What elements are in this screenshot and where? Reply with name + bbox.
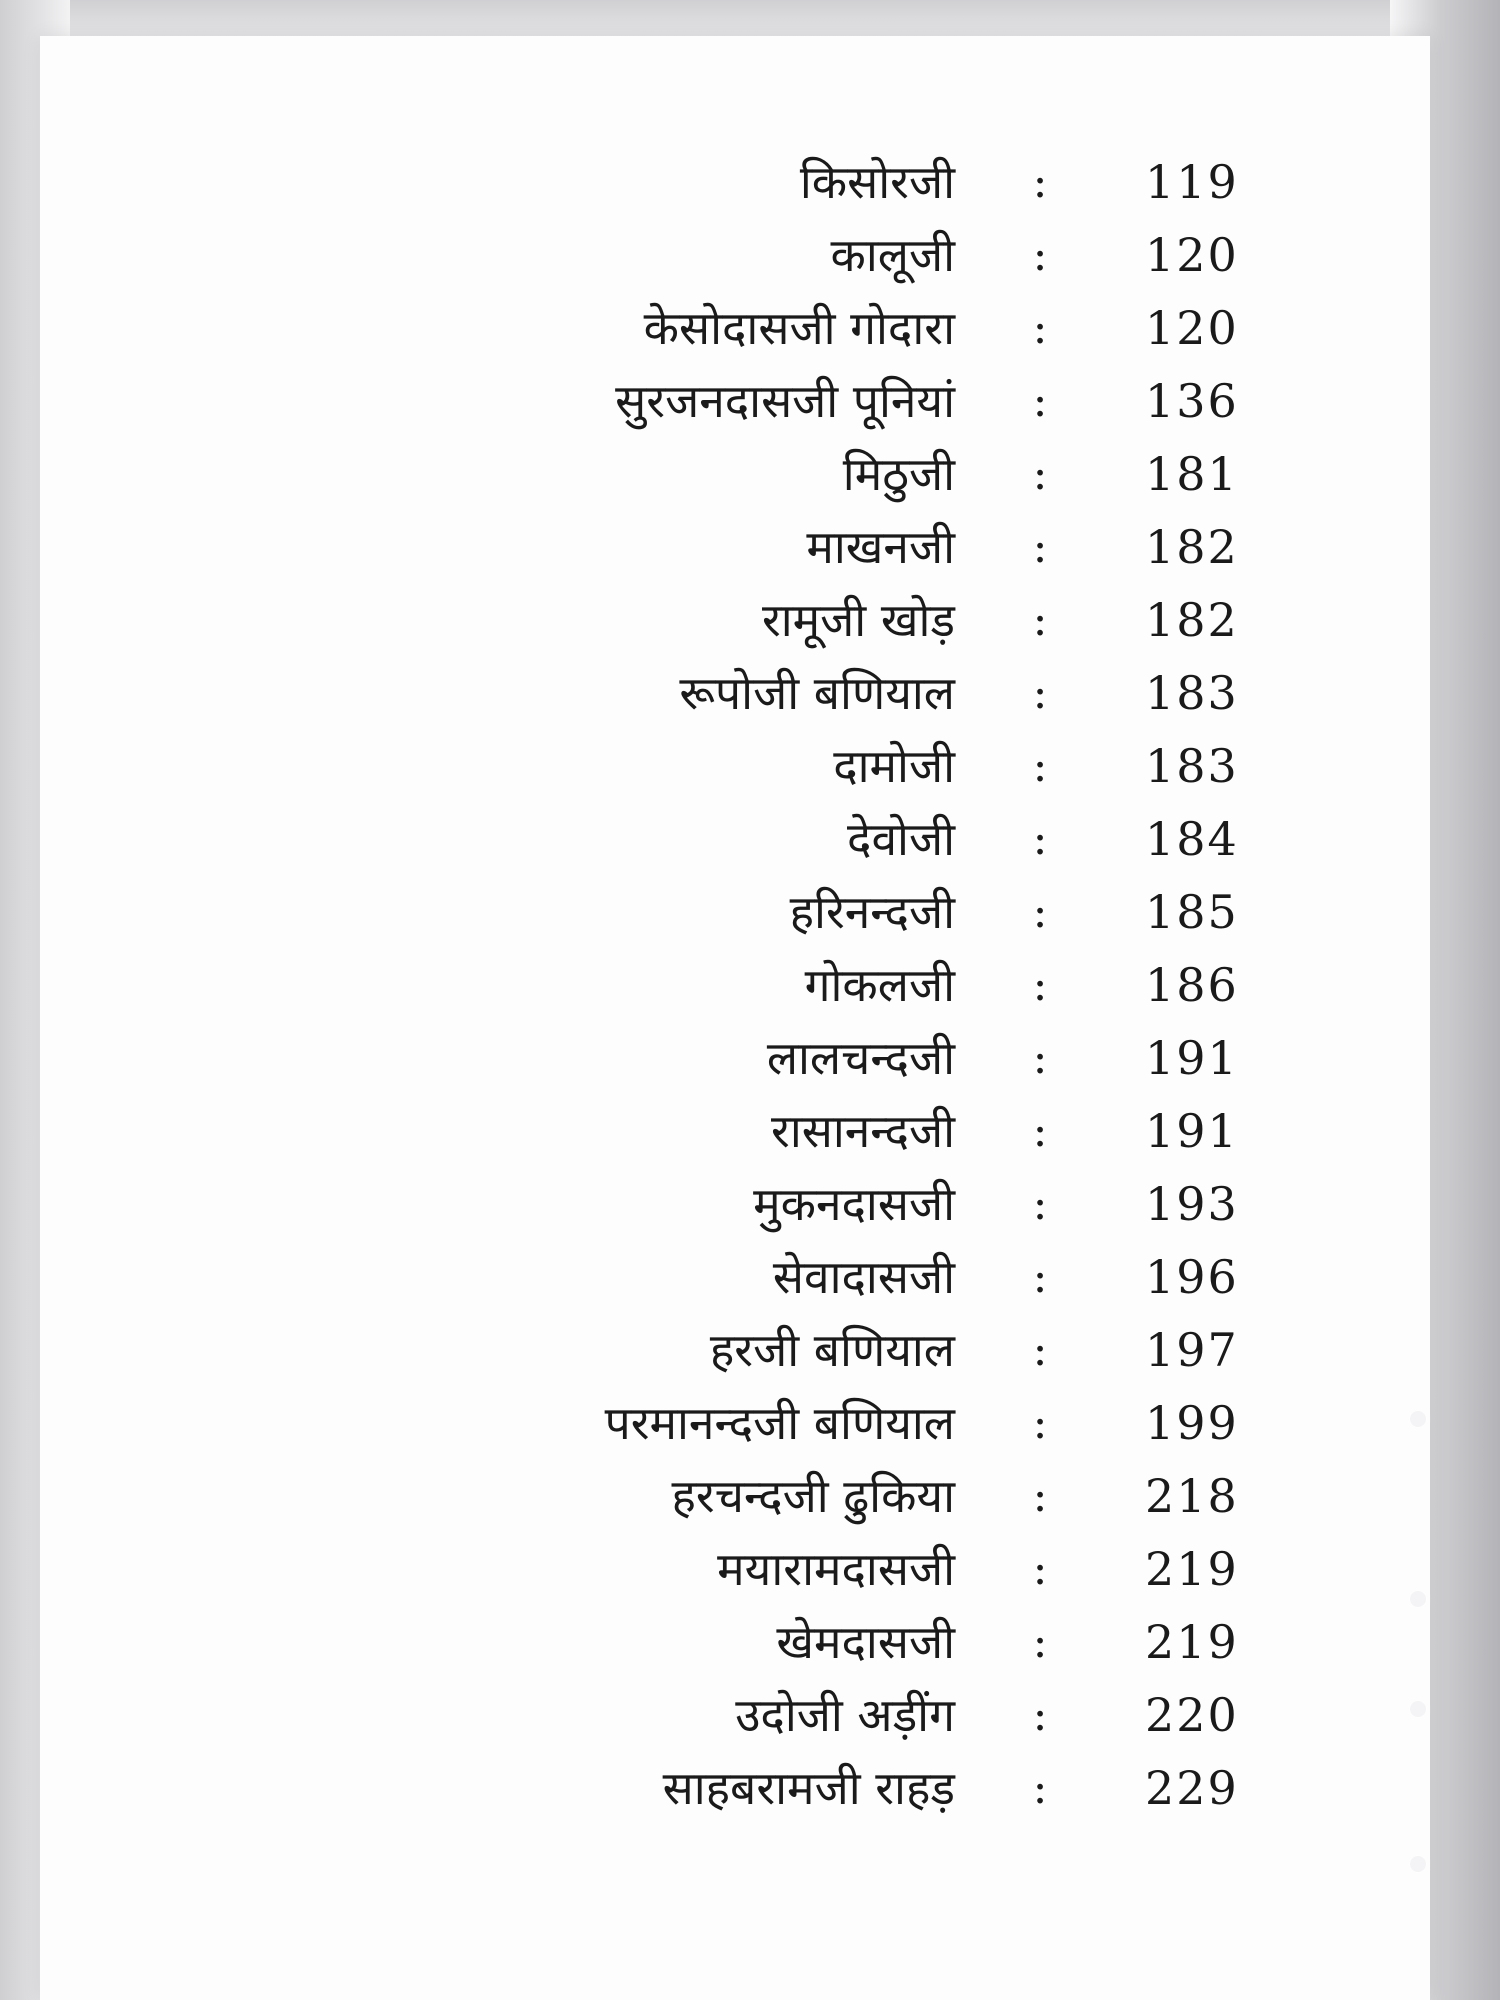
- toc-entry-name: उदोजी अड़ींग: [735, 1688, 955, 1742]
- toc-entry-separator: :: [1032, 1617, 1048, 1668]
- toc-entry: [40, 1241, 1430, 1314]
- toc-entry: [40, 803, 1430, 876]
- toc-entry: [40, 1533, 1430, 1606]
- toc-entry-page-number: 183: [1145, 739, 1239, 793]
- toc-entry: [40, 1168, 1430, 1241]
- toc-entry-page-number: 218: [1145, 1469, 1239, 1523]
- toc-entry: [40, 292, 1430, 365]
- toc-entry-separator: :: [1032, 1690, 1048, 1741]
- toc-entry: [40, 146, 1430, 219]
- punch-hole-mark: [1410, 1856, 1426, 1872]
- toc-entry-name: सुरजनदासजी पूनियां: [615, 374, 955, 428]
- toc-entry-separator: :: [1032, 157, 1048, 208]
- toc-entry-separator: :: [1032, 960, 1048, 1011]
- toc-entry-name: माखनजी: [806, 520, 955, 574]
- toc-entry-name: रामूजी खोड़: [761, 593, 955, 647]
- toc-entry-page-number: 184: [1145, 812, 1239, 866]
- toc-entry-name: हरजी बणियाल: [709, 1323, 955, 1377]
- toc-entry-page-number: 229: [1145, 1761, 1239, 1815]
- toc-entry-page-number: 185: [1145, 885, 1239, 939]
- toc-entry-page-number: 183: [1145, 666, 1239, 720]
- toc-entry-name: मुकनदासजी: [753, 1177, 955, 1231]
- toc-entry: [40, 657, 1430, 730]
- toc-entry-separator: :: [1032, 1544, 1048, 1595]
- toc-entry-page-number: 196: [1145, 1250, 1239, 1304]
- toc-entry-separator: :: [1032, 522, 1048, 573]
- toc-entry-page-number: 186: [1145, 958, 1239, 1012]
- toc-entry-separator: :: [1032, 741, 1048, 792]
- toc-entry-page-number: 197: [1145, 1323, 1239, 1377]
- toc-entry-page-number: 181: [1145, 447, 1239, 501]
- toc-entry: [40, 1752, 1430, 1825]
- toc-entry-separator: :: [1032, 376, 1048, 427]
- toc-entry-name: खेमदासजी: [776, 1615, 955, 1669]
- toc-entry-name: किसोरजी: [799, 155, 955, 209]
- toc-entry-page-number: 193: [1145, 1177, 1239, 1231]
- toc-entry: [40, 1095, 1430, 1168]
- toc-entry-separator: :: [1032, 230, 1048, 281]
- toc-entry-separator: :: [1032, 303, 1048, 354]
- toc-entry-separator: :: [1032, 1763, 1048, 1814]
- toc-entry-name: गोकलजी: [804, 958, 955, 1012]
- toc-entry-name: सेवादासजी: [772, 1250, 955, 1304]
- toc-entry-separator: :: [1032, 1398, 1048, 1449]
- toc-entry-name: हरचन्दजी ढुकिया: [671, 1469, 955, 1523]
- toc-entry-name: मिठुजी: [842, 447, 955, 501]
- toc-entry: [40, 730, 1430, 803]
- toc-entry-page-number: 219: [1145, 1542, 1239, 1596]
- toc-entry: [40, 511, 1430, 584]
- toc-entry-name: दामोजी: [833, 739, 955, 793]
- toc-entry-name: केसोदासजी गोदारा: [643, 301, 955, 355]
- toc-entry-separator: :: [1032, 1179, 1048, 1230]
- toc-entry-name: मयारामदासजी: [717, 1542, 955, 1596]
- toc-entry-page-number: 191: [1145, 1104, 1239, 1158]
- toc-entry-name: देवोजी: [847, 812, 955, 866]
- toc-entry-separator: :: [1032, 814, 1048, 865]
- toc-entry: [40, 438, 1430, 511]
- toc-entry-separator: :: [1032, 449, 1048, 500]
- toc-entry-separator: :: [1032, 1471, 1048, 1522]
- toc-entry-page-number: 219: [1145, 1615, 1239, 1669]
- toc-entry: [40, 1314, 1430, 1387]
- toc-entry: [40, 876, 1430, 949]
- toc-entry-page-number: 120: [1145, 301, 1239, 355]
- toc-entry: [40, 1387, 1430, 1460]
- toc-entry-page-number: 136: [1145, 374, 1239, 428]
- toc-entry-separator: :: [1032, 1033, 1048, 1084]
- toc-entry-page-number: 120: [1145, 228, 1239, 282]
- toc-entry-name: लालचन्दजी: [766, 1031, 955, 1085]
- toc-entry: [40, 1022, 1430, 1095]
- toc-entry-separator: :: [1032, 595, 1048, 646]
- toc-entry: [40, 1679, 1430, 1752]
- toc-entry-page-number: 199: [1145, 1396, 1239, 1450]
- toc-entry-name: कालूजी: [830, 228, 955, 282]
- table-of-contents: [40, 146, 1430, 1825]
- toc-entry: [40, 219, 1430, 292]
- toc-entry-name: रूपोजी बणियाल: [679, 666, 955, 720]
- toc-entry-separator: :: [1032, 668, 1048, 719]
- toc-entry: [40, 365, 1430, 438]
- toc-entry-page-number: 119: [1145, 155, 1239, 209]
- toc-entry: [40, 1460, 1430, 1533]
- toc-entry: [40, 584, 1430, 657]
- toc-entry: [40, 949, 1430, 1022]
- toc-entry-name: साहबरामजी राहड़: [662, 1761, 955, 1815]
- toc-entry-page-number: 182: [1145, 520, 1239, 574]
- toc-entry-separator: :: [1032, 1106, 1048, 1157]
- toc-entry-name: हरिनन्दजी: [789, 885, 955, 939]
- toc-entry-page-number: 191: [1145, 1031, 1239, 1085]
- toc-entry-separator: :: [1032, 887, 1048, 938]
- toc-entry-separator: :: [1032, 1252, 1048, 1303]
- toc-entry: [40, 1606, 1430, 1679]
- toc-entry-page-number: 220: [1145, 1688, 1239, 1742]
- document-page: [40, 36, 1430, 2000]
- toc-entry-separator: :: [1032, 1325, 1048, 1376]
- toc-entry-page-number: 182: [1145, 593, 1239, 647]
- toc-entry-name: रासानन्दजी: [771, 1104, 955, 1158]
- toc-entry-name: परमानन्दजी बणियाल: [604, 1396, 955, 1450]
